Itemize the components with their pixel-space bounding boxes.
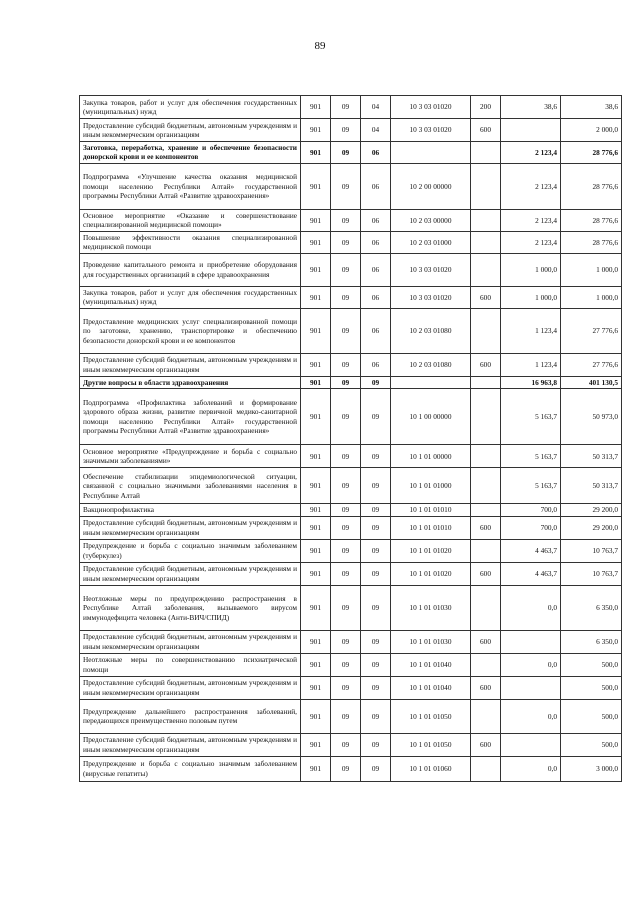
subsection-code: 06	[361, 353, 391, 376]
ministry-code: 901	[301, 142, 331, 164]
subsection-code: 09	[361, 539, 391, 562]
target-article-code: 10 1 01 01000	[391, 468, 471, 504]
amount-second: 10 763,7	[561, 562, 622, 585]
amount-second: 50 313,7	[561, 445, 622, 468]
table-row	[80, 308, 622, 353]
section-code: 09	[331, 308, 361, 353]
amount-second: 500,0	[561, 653, 622, 676]
subsection-code: 09	[361, 699, 391, 733]
ministry-code: 901	[301, 516, 331, 539]
row-name: Обеспечение стабилизации эпидемиологической ситуации, связанной с социально значимыми заболеваниями населения в Республике Алтай	[80, 468, 301, 504]
expense-type-code	[471, 308, 501, 353]
row-name: Предупреждение и борьба с социально значимым заболеванием (вирусные гепатиты)	[80, 756, 301, 781]
amount-second: 29 200,0	[561, 516, 622, 539]
amount-first: 2 123,4	[501, 142, 561, 164]
table-row	[80, 585, 622, 630]
section-code: 09	[331, 733, 361, 756]
ministry-code: 901	[301, 209, 331, 231]
target-article-code: 10 1 01 01020	[391, 562, 471, 585]
expense-type-code: 600	[471, 630, 501, 653]
page-number: 89	[314, 40, 326, 52]
subsection-code: 09	[361, 389, 391, 445]
amount-first: 1 123,4	[501, 308, 561, 353]
amount-first	[501, 676, 561, 699]
table-row	[80, 119, 622, 142]
expense-type-code: 600	[471, 353, 501, 376]
section-code: 09	[331, 445, 361, 468]
amount-second: 27 776,6	[561, 308, 622, 353]
subsection-code: 06	[361, 253, 391, 286]
row-name: Повышение эффективности оказания специализированной медицинской помощи	[80, 231, 301, 253]
ministry-code: 901	[301, 539, 331, 562]
amount-first: 2 123,4	[501, 209, 561, 231]
subsection-code: 06	[361, 163, 391, 209]
table-row	[80, 253, 622, 286]
target-article-code: 10 2 03 01080	[391, 353, 471, 376]
target-article-code: 10 2 03 01080	[391, 308, 471, 353]
row-name: Подпрограмма «Профилактика заболеваний и формирование здорового образа жизни, развитие первичной медико-санитарной помощи населению Республики Алтай» государственной программы Республики Алтай «Развитие здравоохранения»	[80, 389, 301, 445]
amount-second: 500,0	[561, 676, 622, 699]
amount-second: 28 776,6	[561, 142, 622, 164]
amount-first: 2 123,4	[501, 231, 561, 253]
target-article-code: 10 2 00 00000	[391, 163, 471, 209]
expense-type-code	[471, 653, 501, 676]
section-code: 09	[331, 539, 361, 562]
target-article-code: 10 1 01 01010	[391, 504, 471, 516]
target-article-code: 10 1 00 00000	[391, 389, 471, 445]
amount-second: 6 350,0	[561, 585, 622, 630]
section-code: 09	[331, 516, 361, 539]
ministry-code: 901	[301, 308, 331, 353]
ministry-code: 901	[301, 376, 331, 388]
section-code: 09	[331, 756, 361, 781]
ministry-code: 901	[301, 96, 331, 119]
amount-second: 50 973,0	[561, 389, 622, 445]
ministry-code: 901	[301, 756, 331, 781]
ministry-code: 901	[301, 353, 331, 376]
row-name: Заготовка, переработка, хранение и обеспечение безопасности донорской крови и ее компонентов	[80, 142, 301, 164]
ministry-code: 901	[301, 468, 331, 504]
target-article-code: 10 1 01 01050	[391, 699, 471, 733]
row-name: Проведение капитального ремонта и приобретение оборудования для государственных организаций в сфере здравоохранения	[80, 253, 301, 286]
row-name: Закупка товаров, работ и услуг для обеспечения государственных (муниципальных) нужд	[80, 286, 301, 308]
section-code: 09	[331, 504, 361, 516]
target-article-code: 10 1 01 01050	[391, 733, 471, 756]
section-code: 09	[331, 286, 361, 308]
row-name: Предоставление медицинских услуг специализированной помощи по заготовке, хранению, транспортировке и обеспечению безопасности донорской крови и ее компонентов	[80, 308, 301, 353]
subsection-code: 04	[361, 119, 391, 142]
section-code: 09	[331, 119, 361, 142]
amount-second: 27 776,6	[561, 353, 622, 376]
ministry-code: 901	[301, 562, 331, 585]
table-row	[80, 96, 622, 119]
subsection-code: 04	[361, 96, 391, 119]
section-code: 09	[331, 562, 361, 585]
amount-first: 0,0	[501, 585, 561, 630]
table-row	[80, 286, 622, 308]
section-code: 09	[331, 231, 361, 253]
amount-second: 10 763,7	[561, 539, 622, 562]
amount-second: 500,0	[561, 733, 622, 756]
target-article-code: 10 1 01 01020	[391, 539, 471, 562]
subsection-code: 09	[361, 733, 391, 756]
expense-type-code: 200	[471, 96, 501, 119]
amount-second: 2 000,0	[561, 119, 622, 142]
table-row	[80, 699, 622, 733]
table-row	[80, 539, 622, 562]
subsection-code: 09	[361, 562, 391, 585]
amount-second: 28 776,6	[561, 209, 622, 231]
row-name: Другие вопросы в области здравоохранения	[80, 376, 301, 388]
table-row	[80, 733, 622, 756]
section-code: 09	[331, 699, 361, 733]
ministry-code: 901	[301, 389, 331, 445]
expense-type-code	[471, 163, 501, 209]
amount-first: 4 463,7	[501, 562, 561, 585]
row-name: Предоставление субсидий бюджетным, автономным учреждениям и иным некоммерческим организациям	[80, 562, 301, 585]
ministry-code: 901	[301, 119, 331, 142]
table-row	[80, 504, 622, 516]
subsection-code: 09	[361, 445, 391, 468]
section-code: 09	[331, 209, 361, 231]
subsection-code: 09	[361, 516, 391, 539]
expense-type-code: 600	[471, 562, 501, 585]
ministry-code: 901	[301, 253, 331, 286]
row-name: Подпрограмма «Улучшение качества оказания медицинской помощи населению Республики Алтай» государственной программы Республики Алтай «Развитие здравоохранения»	[80, 163, 301, 209]
table-row	[80, 231, 622, 253]
table-row	[80, 562, 622, 585]
amount-first: 1 000,0	[501, 253, 561, 286]
row-name: Предупреждение и борьба с социально значимым заболеванием (туберкулез)	[80, 539, 301, 562]
section-code: 09	[331, 630, 361, 653]
table-row	[80, 445, 622, 468]
row-name: Предоставление субсидий бюджетным, автономным учреждениям и иным некоммерческим организациям	[80, 119, 301, 142]
row-name: Предоставление субсидий бюджетным, автономным учреждениям и иным некоммерческим организациям	[80, 733, 301, 756]
ministry-code: 901	[301, 585, 331, 630]
subsection-code: 06	[361, 231, 391, 253]
section-code: 09	[331, 163, 361, 209]
subsection-code: 09	[361, 676, 391, 699]
expense-type-code: 600	[471, 516, 501, 539]
target-article-code	[391, 142, 471, 164]
amount-second: 28 776,6	[561, 163, 622, 209]
row-name: Основное мероприятие «Оказание и совершенствование специализированной медицинской помощи»	[80, 209, 301, 231]
target-article-code: 10 1 01 01040	[391, 653, 471, 676]
amount-first	[501, 733, 561, 756]
budget-table	[79, 95, 622, 782]
subsection-code: 09	[361, 585, 391, 630]
section-code: 09	[331, 653, 361, 676]
table-row	[80, 676, 622, 699]
row-name: Предоставление субсидий бюджетным, автономным учреждениям и иным некоммерческим организациям	[80, 630, 301, 653]
table-row	[80, 653, 622, 676]
amount-first: 1 000,0	[501, 286, 561, 308]
ministry-code: 901	[301, 733, 331, 756]
table-row	[80, 468, 622, 504]
target-article-code: 10 1 01 00000	[391, 445, 471, 468]
section-code: 09	[331, 376, 361, 388]
expense-type-code	[471, 209, 501, 231]
expense-type-code: 600	[471, 733, 501, 756]
amount-first: 38,6	[501, 96, 561, 119]
amount-second: 50 313,7	[561, 468, 622, 504]
row-name: Вакцинопрофилактика	[80, 504, 301, 516]
section-code: 09	[331, 468, 361, 504]
target-article-code: 10 1 01 01030	[391, 630, 471, 653]
table-row	[80, 142, 622, 164]
table-row	[80, 209, 622, 231]
amount-first: 0,0	[501, 699, 561, 733]
subsection-code: 09	[361, 376, 391, 388]
subsection-code: 09	[361, 653, 391, 676]
table-row	[80, 516, 622, 539]
target-article-code: 10 3 03 01020	[391, 119, 471, 142]
amount-second: 401 130,5	[561, 376, 622, 388]
target-article-code: 10 1 01 01040	[391, 676, 471, 699]
amount-first: 5 163,7	[501, 445, 561, 468]
amount-first: 1 123,4	[501, 353, 561, 376]
expense-type-code	[471, 699, 501, 733]
expense-type-code	[471, 445, 501, 468]
table-row	[80, 630, 622, 653]
ministry-code: 901	[301, 653, 331, 676]
amount-second: 3 000,0	[561, 756, 622, 781]
amount-second: 500,0	[561, 699, 622, 733]
expense-type-code	[471, 756, 501, 781]
target-article-code: 10 1 01 01060	[391, 756, 471, 781]
amount-first	[501, 119, 561, 142]
section-code: 09	[331, 253, 361, 286]
target-article-code: 10 1 01 01030	[391, 585, 471, 630]
ministry-code: 901	[301, 286, 331, 308]
amount-second: 29 200,0	[561, 504, 622, 516]
expense-type-code	[471, 504, 501, 516]
subsection-code: 06	[361, 286, 391, 308]
target-article-code: 10 3 03 01020	[391, 253, 471, 286]
expense-type-code: 600	[471, 286, 501, 308]
expense-type-code: 600	[471, 676, 501, 699]
table-row	[80, 163, 622, 209]
row-name: Предупреждение дальнейшего распространения заболеваний, передающихся преимущественно половым путем	[80, 699, 301, 733]
subsection-code: 09	[361, 756, 391, 781]
expense-type-code	[471, 253, 501, 286]
target-article-code: 10 3 03 01020	[391, 96, 471, 119]
table-row	[80, 376, 622, 388]
ministry-code: 901	[301, 163, 331, 209]
subsection-code: 09	[361, 468, 391, 504]
subsection-code: 09	[361, 630, 391, 653]
amount-second: 1 000,0	[561, 286, 622, 308]
expense-type-code: 600	[471, 119, 501, 142]
expense-type-code	[471, 376, 501, 388]
amount-second: 1 000,0	[561, 253, 622, 286]
target-article-code	[391, 376, 471, 388]
target-article-code: 10 1 01 01010	[391, 516, 471, 539]
expense-type-code	[471, 468, 501, 504]
amount-second: 28 776,6	[561, 231, 622, 253]
target-article-code: 10 2 03 01000	[391, 231, 471, 253]
amount-second: 38,6	[561, 96, 622, 119]
subsection-code: 06	[361, 209, 391, 231]
subsection-code: 06	[361, 142, 391, 164]
section-code: 09	[331, 142, 361, 164]
ministry-code: 901	[301, 445, 331, 468]
expense-type-code	[471, 539, 501, 562]
amount-first: 700,0	[501, 516, 561, 539]
section-code: 09	[331, 96, 361, 119]
amount-first: 16 963,8	[501, 376, 561, 388]
ministry-code: 901	[301, 630, 331, 653]
target-article-code: 10 3 03 01020	[391, 286, 471, 308]
expense-type-code	[471, 231, 501, 253]
amount-first	[501, 630, 561, 653]
amount-first: 5 163,7	[501, 468, 561, 504]
ministry-code: 901	[301, 504, 331, 516]
amount-first: 700,0	[501, 504, 561, 516]
table-row	[80, 756, 622, 781]
table-row	[80, 389, 622, 445]
ministry-code: 901	[301, 231, 331, 253]
row-name: Закупка товаров, работ и услуг для обеспечения государственных (муниципальных) нужд	[80, 96, 301, 119]
ministry-code: 901	[301, 699, 331, 733]
amount-first: 0,0	[501, 756, 561, 781]
table-row	[80, 353, 622, 376]
ministry-code: 901	[301, 676, 331, 699]
section-code: 09	[331, 389, 361, 445]
amount-second: 6 350,0	[561, 630, 622, 653]
section-code: 09	[331, 676, 361, 699]
row-name: Предоставление субсидий бюджетным, автономным учреждениям и иным некоммерческим организациям	[80, 353, 301, 376]
subsection-code: 09	[361, 504, 391, 516]
section-code: 09	[331, 585, 361, 630]
subsection-code: 06	[361, 308, 391, 353]
amount-first: 5 163,7	[501, 389, 561, 445]
row-name: Неотложные меры по совершенствованию психиатрической помощи	[80, 653, 301, 676]
row-name: Неотложные меры по предупреждению распространения в Республике Алтай заболевания, вызываемого вирусом иммунодефицита человека (Анти-ВИЧ/СПИД)	[80, 585, 301, 630]
amount-first: 2 123,4	[501, 163, 561, 209]
section-code: 09	[331, 353, 361, 376]
expense-type-code	[471, 585, 501, 630]
row-name: Основное мероприятие «Предупреждение и борьба с социально значимыми заболеваниями»	[80, 445, 301, 468]
target-article-code: 10 2 03 00000	[391, 209, 471, 231]
expense-type-code	[471, 389, 501, 445]
amount-first: 0,0	[501, 653, 561, 676]
expense-type-code	[471, 142, 501, 164]
row-name: Предоставление субсидий бюджетным, автономным учреждениям и иным некоммерческим организациям	[80, 516, 301, 539]
amount-first: 4 463,7	[501, 539, 561, 562]
row-name: Предоставление субсидий бюджетным, автономным учреждениям и иным некоммерческим организациям	[80, 676, 301, 699]
